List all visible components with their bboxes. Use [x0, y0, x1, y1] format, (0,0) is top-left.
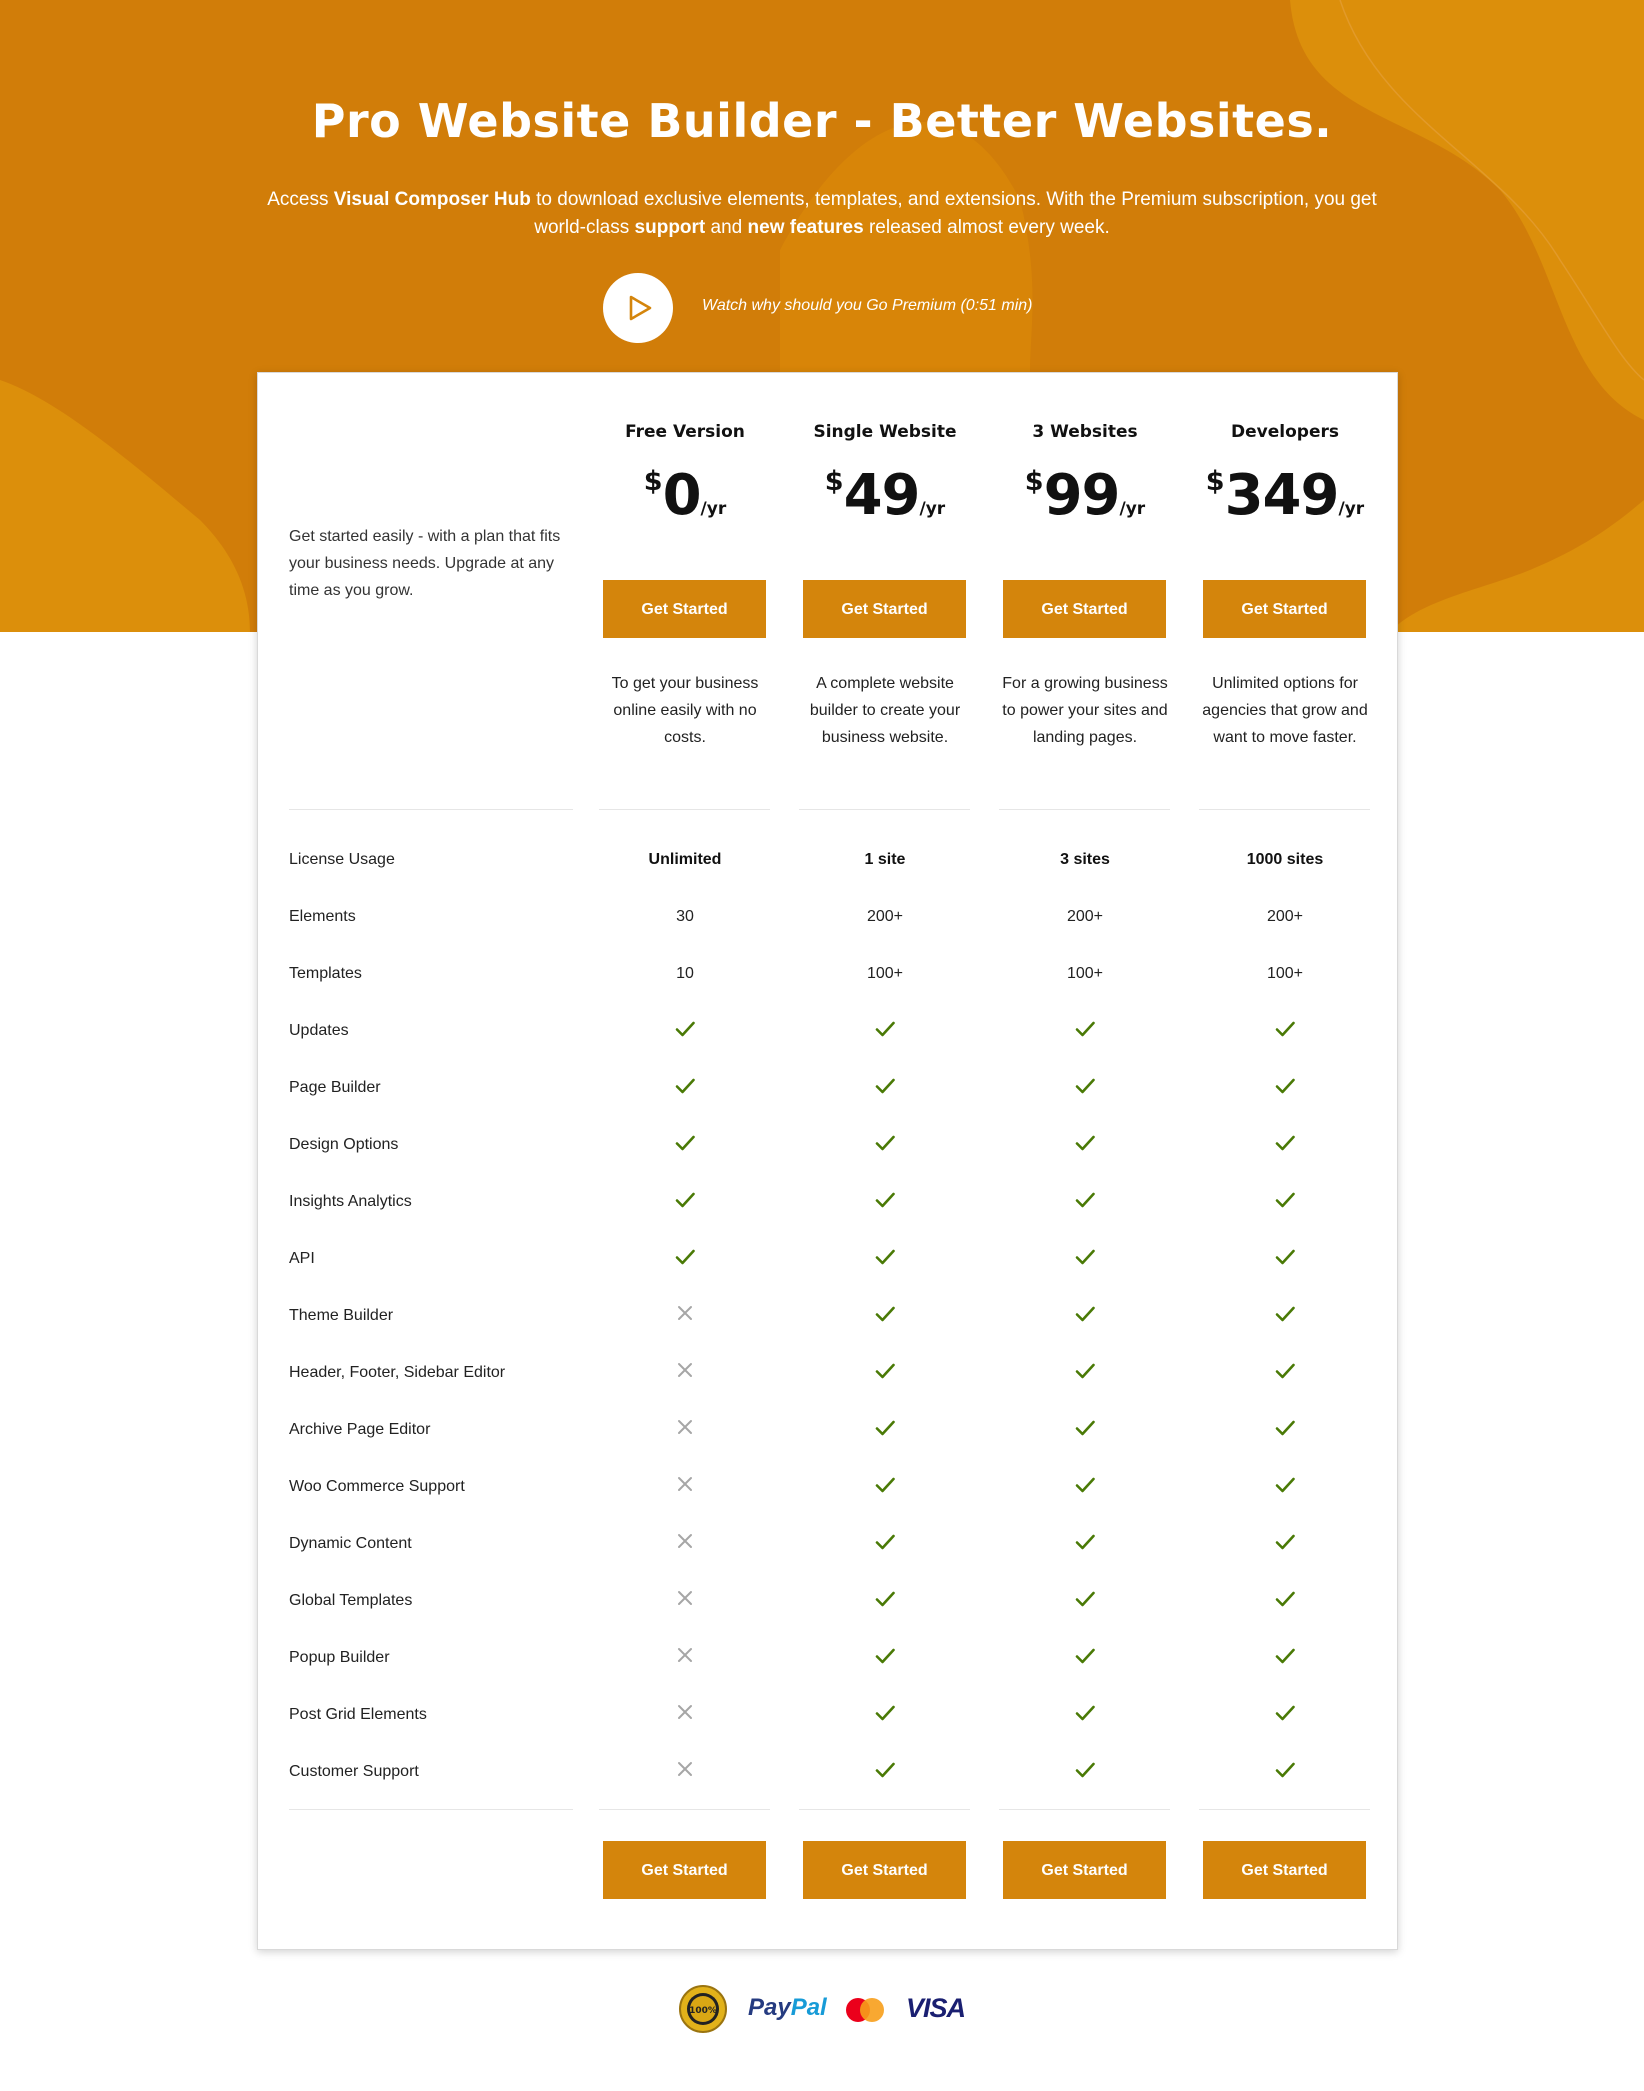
plan-description: A complete website builder to create your business website.: [809, 675, 961, 746]
pricing-intro: Get started easily - with a plan that fits your business needs. Upgrade at any time as you grow.: [289, 528, 561, 599]
table-row: [258, 1745, 1399, 1802]
table-row: [258, 1061, 1399, 1118]
feature-label: Popup Builder: [289, 1649, 390, 1666]
table-row: [258, 1346, 1399, 1403]
feature-label: Page Builder: [289, 1079, 381, 1096]
check-icon: [800, 1474, 970, 1501]
check-icon: [600, 1246, 770, 1273]
check-icon: [1200, 1588, 1370, 1615]
table-row: [258, 833, 1399, 890]
feature-label: Templates: [289, 965, 362, 982]
check-icon: [800, 1018, 970, 1045]
divider: [799, 809, 970, 810]
price-period: /yr: [700, 499, 727, 519]
plan-name: Single Website: [813, 422, 957, 442]
feature-value: 200+: [1266, 908, 1304, 925]
feature-label: Insights Analytics: [289, 1193, 412, 1210]
table-row: [258, 1517, 1399, 1574]
paypal-logo: PayPal: [748, 1994, 827, 2021]
check-icon: [1200, 1132, 1370, 1159]
check-icon: [800, 1588, 970, 1615]
feature-value: 100+: [1266, 965, 1304, 982]
price-currency: $: [643, 466, 663, 497]
feature-value: 200+: [866, 908, 904, 925]
check-icon: [1000, 1759, 1170, 1786]
visa-logo: VISA: [906, 1993, 966, 2023]
plan-description: For a growing business to power your sites and landing pages.: [1002, 675, 1168, 746]
divider: [799, 1809, 970, 1810]
mastercard-icon: [844, 1996, 886, 2024]
feature-label: License Usage: [289, 851, 395, 868]
check-icon: [600, 1132, 770, 1159]
check-icon: [1200, 1759, 1370, 1786]
feature-value: 100+: [866, 965, 904, 982]
price-currency: $: [824, 466, 844, 497]
price-currency: $: [1205, 466, 1225, 497]
get-started-button-developers[interactable]: Get Started: [1203, 580, 1366, 638]
check-icon: [1000, 1474, 1170, 1501]
check-icon: [1200, 1246, 1370, 1273]
divider: [599, 1809, 770, 1810]
check-icon: [1000, 1645, 1170, 1672]
plan-description: To get your business online easily with no costs.: [611, 675, 759, 746]
check-icon: [800, 1189, 970, 1216]
check-icon: [1200, 1075, 1370, 1102]
feature-label: Archive Page Editor: [289, 1421, 431, 1438]
plan-name: Developers: [1231, 422, 1339, 442]
check-icon: [1000, 1702, 1170, 1729]
divider: [599, 809, 770, 810]
check-icon: [1000, 1018, 1170, 1045]
feature-value: 1 site: [864, 851, 906, 868]
check-icon: [1200, 1189, 1370, 1216]
check-icon: [1000, 1189, 1170, 1216]
table-row: [258, 1118, 1399, 1175]
check-icon: [1200, 1474, 1370, 1501]
feature-value: 200+: [1066, 908, 1104, 925]
get-started-button-single[interactable]: Get Started: [803, 1841, 966, 1899]
cross-icon: [600, 1645, 770, 1670]
feature-label: Elements: [289, 908, 356, 925]
price-amount: 99: [1043, 463, 1120, 528]
cross-icon: [600, 1759, 770, 1784]
table-row: [258, 1232, 1399, 1289]
check-icon: [1000, 1588, 1170, 1615]
feature-label: Header, Footer, Sidebar Editor: [289, 1364, 506, 1381]
cross-icon: [600, 1303, 770, 1328]
feature-label: Global Templates: [289, 1592, 413, 1609]
divider: [289, 809, 573, 810]
play-icon: [625, 293, 655, 323]
table-row: [258, 1289, 1399, 1346]
play-video-button[interactable]: [603, 273, 673, 343]
cross-icon: [600, 1417, 770, 1442]
divider: [999, 809, 1170, 810]
video-caption[interactable]: Watch why should you Go Premium (0:51 min): [702, 297, 1033, 314]
check-icon: [1000, 1417, 1170, 1444]
get-started-button-3-websites[interactable]: Get Started: [1003, 1841, 1166, 1899]
divider: [289, 1809, 573, 1810]
check-icon: [800, 1531, 970, 1558]
price-period: /yr: [1338, 499, 1365, 519]
price-amount: 49: [843, 463, 920, 528]
check-icon: [800, 1132, 970, 1159]
check-icon: [600, 1075, 770, 1102]
cross-icon: [600, 1588, 770, 1613]
table-row: [258, 1574, 1399, 1631]
feature-label: API: [289, 1250, 315, 1267]
plan-name: 3 Websites: [1032, 422, 1138, 442]
feature-value: 100+: [1066, 965, 1104, 982]
feature-label: Updates: [289, 1022, 349, 1039]
check-icon: [800, 1759, 970, 1786]
check-icon: [800, 1417, 970, 1444]
table-row: [258, 1688, 1399, 1745]
check-icon: [800, 1075, 970, 1102]
feature-label: Theme Builder: [289, 1307, 394, 1324]
check-icon: [1200, 1531, 1370, 1558]
get-started-button-free[interactable]: Get Started: [603, 580, 766, 638]
table-row: [258, 1460, 1399, 1517]
plan-price: [600, 463, 770, 528]
cross-icon: [600, 1474, 770, 1499]
check-icon: [1200, 1303, 1370, 1330]
check-icon: [800, 1246, 970, 1273]
table-row: [258, 1631, 1399, 1688]
get-started-button-developers[interactable]: Get Started: [1203, 1841, 1366, 1899]
check-icon: [1200, 1702, 1370, 1729]
payment-methods: [0, 1980, 1644, 2040]
check-icon: [600, 1018, 770, 1045]
check-icon: [1000, 1531, 1170, 1558]
cross-icon: [600, 1702, 770, 1727]
pricing-table: [257, 372, 1398, 1950]
divider: [1199, 1809, 1370, 1810]
table-row: [258, 1175, 1399, 1232]
get-started-button-3-websites[interactable]: Get Started: [1003, 580, 1166, 638]
get-started-button-single[interactable]: Get Started: [803, 580, 966, 638]
feature-value: 30: [676, 908, 694, 925]
check-icon: [1000, 1132, 1170, 1159]
check-icon: [800, 1702, 970, 1729]
check-icon: [1200, 1645, 1370, 1672]
check-icon: [1200, 1417, 1370, 1444]
page-title: Pro Website Builder - Better Websites.: [311, 94, 1333, 148]
check-icon: [800, 1360, 970, 1387]
plan-price: [800, 463, 970, 528]
feature-value: 10: [676, 965, 694, 982]
feature-label: Dynamic Content: [289, 1535, 412, 1552]
plan-price: [1000, 463, 1170, 528]
table-row: [258, 947, 1399, 1004]
divider: [999, 1809, 1170, 1810]
badge-text: 100%: [689, 2006, 717, 2016]
divider: [1199, 809, 1370, 810]
price-amount: 0: [662, 463, 701, 528]
price-period: /yr: [919, 499, 946, 519]
feature-value: Unlimited: [648, 851, 722, 868]
cross-icon: [600, 1531, 770, 1556]
table-row: [258, 1004, 1399, 1061]
feature-label: Design Options: [289, 1136, 399, 1153]
check-icon: [1200, 1360, 1370, 1387]
check-icon: [1000, 1303, 1170, 1330]
feature-label: Post Grid Elements: [289, 1706, 427, 1723]
feature-value: 1000 sites: [1246, 851, 1324, 868]
money-back-guarantee-badge-icon: [678, 1984, 728, 2034]
check-icon: [800, 1303, 970, 1330]
hero-description: Access Visual Composer Hub to download exclusive elements, templates, and extensions. With the Premium subscription, you get world-class support and new features released almost every week.: [267, 189, 1377, 238]
price-currency: $: [1024, 466, 1044, 497]
check-icon: [1000, 1360, 1170, 1387]
check-icon: [1000, 1246, 1170, 1273]
check-icon: [800, 1645, 970, 1672]
plan-name: Free Version: [625, 422, 745, 442]
check-icon: [1000, 1075, 1170, 1102]
feature-label: Customer Support: [289, 1763, 419, 1780]
get-started-button-free[interactable]: Get Started: [603, 1841, 766, 1899]
plan-price: [1200, 463, 1370, 528]
table-row: [258, 890, 1399, 947]
price-period: /yr: [1119, 499, 1146, 519]
feature-label: Woo Commerce Support: [289, 1478, 465, 1495]
plan-description: Unlimited options for agencies that grow and want to move faster.: [1202, 675, 1368, 746]
feature-value: 3 sites: [1060, 851, 1110, 868]
check-icon: [1200, 1018, 1370, 1045]
price-amount: 349: [1224, 463, 1339, 528]
table-row: [258, 1403, 1399, 1460]
cross-icon: [600, 1360, 770, 1385]
check-icon: [600, 1189, 770, 1216]
